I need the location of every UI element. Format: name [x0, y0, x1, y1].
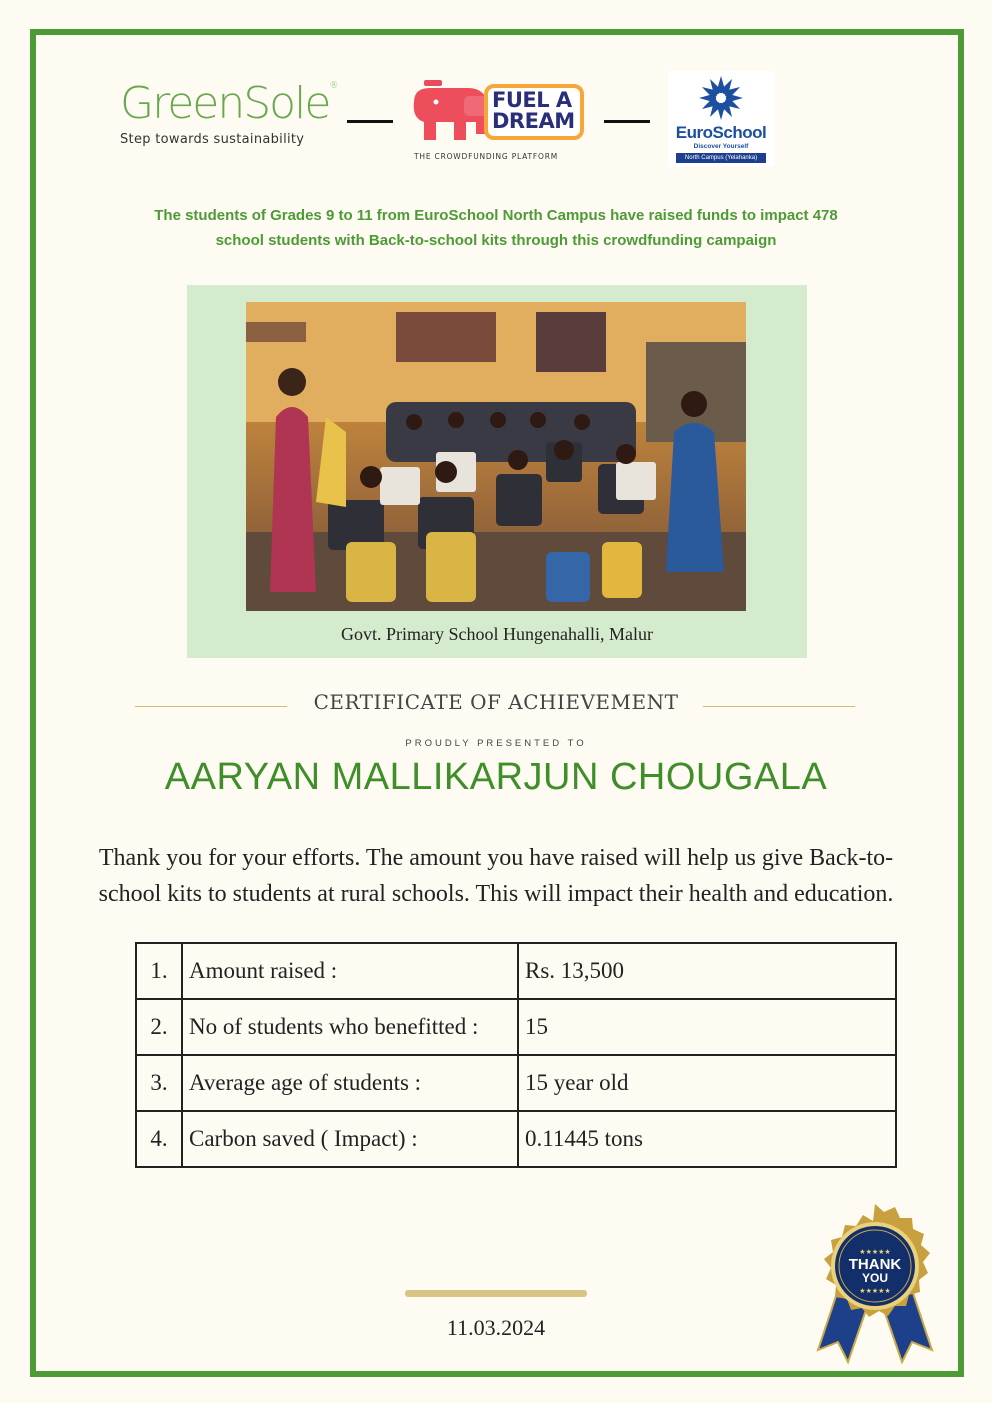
- row-value: 0.11445 tons: [518, 1111, 896, 1167]
- euroschool-star-icon: [668, 71, 774, 123]
- certificate-title: CERTIFICATE OF ACHIEVEMENT: [313, 690, 679, 714]
- intro-line: The students of Grades 9 to 11 from EuroSchool North Campus have raised funds to impact 478: [154, 207, 838, 224]
- row-label: Average age of students :: [182, 1055, 518, 1111]
- table-row: [136, 1111, 896, 1167]
- impact-table: [135, 942, 897, 1168]
- row-label: Carbon saved ( Impact) :: [182, 1111, 518, 1167]
- table-row: [136, 943, 896, 999]
- row-value: 15: [518, 999, 896, 1055]
- signature-line: [405, 1290, 587, 1297]
- heading-rule-right: [703, 706, 855, 707]
- ribbon-icon: [808, 1200, 942, 1366]
- heading-rule-left: [135, 706, 287, 707]
- table-row: [136, 999, 896, 1055]
- certificate-date: 11.03.2024: [446, 1315, 546, 1340]
- euroschool-logo: [668, 71, 774, 167]
- presented-to-label: PROUDLY PRESENTED TO: [405, 738, 587, 749]
- school-photo: [246, 302, 746, 611]
- badge-stars-bottom: ★★★★★: [859, 1288, 891, 1295]
- greensole-tagline: Step towards sustainability: [120, 132, 305, 147]
- thank-you-badge: [808, 1200, 942, 1366]
- greensole-wordmark: GreenSole: [120, 78, 330, 129]
- fuel-a-dream-logo: [406, 78, 586, 166]
- table-row: [136, 1055, 896, 1111]
- message-line: school kits to students at rural schools. This will impact their health and education.: [98, 881, 894, 907]
- row-label: No of students who benefitted :: [182, 999, 518, 1055]
- row-value: 15 year old: [518, 1055, 896, 1111]
- photo-panel: [187, 285, 807, 658]
- message-line: Thank you for your efforts. The amount you have raised will help us give Back-to-: [98, 845, 894, 871]
- campaign-intro: [60, 203, 932, 253]
- row-value: Rs. 13,500: [518, 943, 896, 999]
- fuel-a-dream-subtitle: THE CROWDFUNDING PLATFORM: [414, 152, 558, 161]
- greensole-logo: GreenSole® Step towards sustainability: [120, 78, 337, 147]
- badge-line1: THANK: [848, 1256, 902, 1273]
- thank-you-message: [46, 840, 946, 912]
- recipient-name: AARYAN MALLIKARJUN CHOUGALA: [164, 756, 828, 798]
- euroschool-tagline: Discover Yourself: [693, 143, 749, 150]
- row-number: 2.: [136, 999, 182, 1055]
- row-number: 4.: [136, 1111, 182, 1167]
- row-label: Amount raised :: [182, 943, 518, 999]
- badge-line2: YOU: [861, 1271, 889, 1285]
- photo-caption: Govt. Primary School Hungenahalli, Malur: [341, 624, 653, 644]
- intro-line: school students with Back-to-school kits through this crowdfunding campaign: [215, 232, 777, 249]
- fuel-a-dream-wordmark: FUEL A DREAM: [492, 88, 575, 133]
- logo-separator: [347, 120, 393, 123]
- logo-separator: [604, 120, 650, 123]
- euroschool-wordmark: EuroSchool: [675, 123, 767, 142]
- row-number: 1.: [136, 943, 182, 999]
- badge-stars-top: ★★★★★: [859, 1249, 891, 1256]
- elephant-icon: [406, 78, 496, 150]
- row-number: 3.: [136, 1055, 182, 1111]
- euroschool-campus: North Campus (Yelahanka): [676, 153, 766, 163]
